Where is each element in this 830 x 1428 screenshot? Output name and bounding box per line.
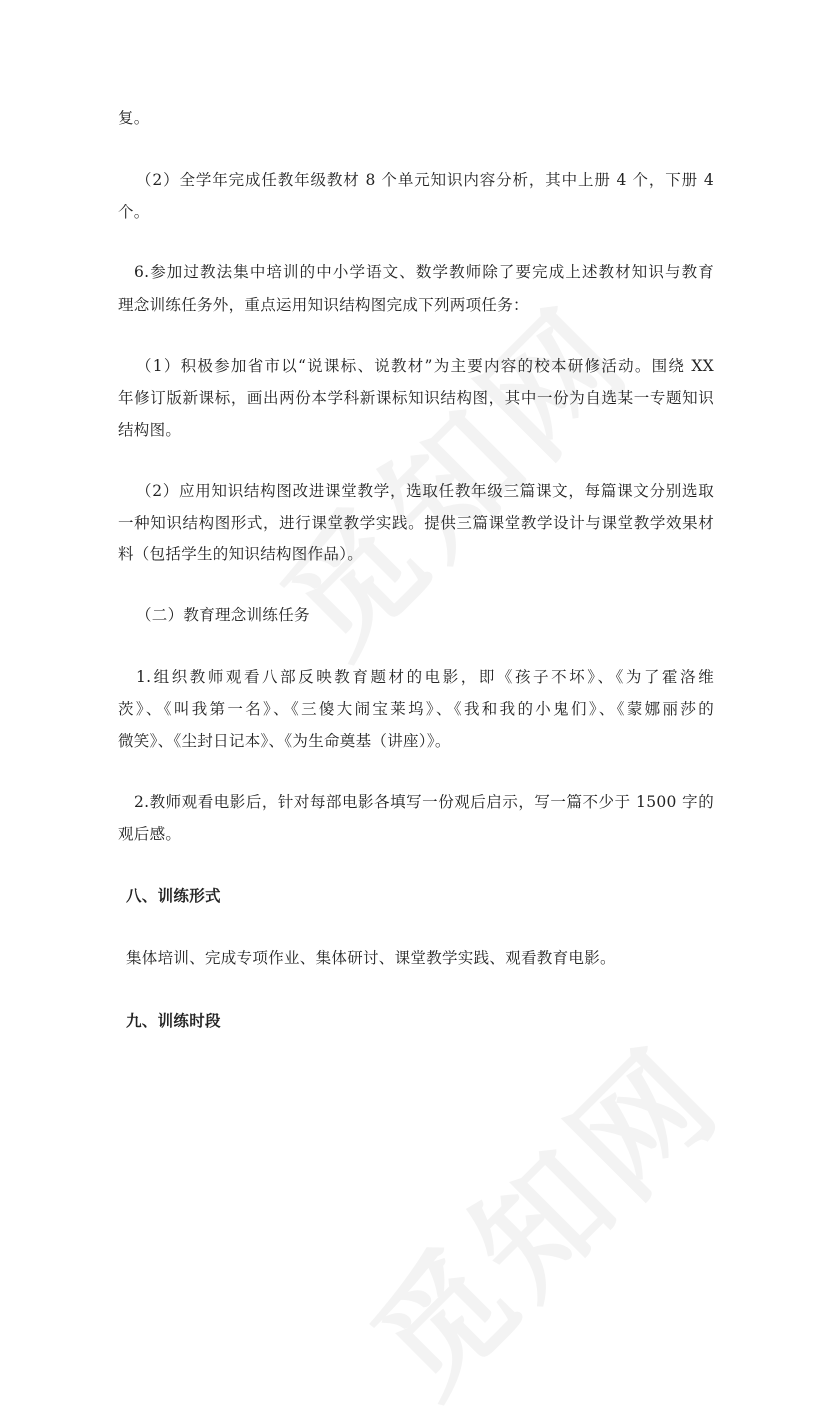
paragraph-line: 一种知识结构图形式，进行课堂教学实践。提供三篇课堂教学设计与课堂教学效果材 — [118, 514, 714, 532]
paragraph-line: 集体培训、完成专项作业、集体研讨、课堂教学实践、观看教育电影。 — [126, 949, 616, 967]
section-heading-training-form: 八、训练形式 — [126, 887, 221, 905]
paragraph-line: 理念训练任务外，重点运用知识结构图完成下列两项任务： — [118, 296, 529, 314]
paragraph-line: （2）应用知识结构图改进课堂教学，选取任教年级三篇课文，每篇课文分别选取 — [136, 482, 714, 500]
subsection-title: （二）教育理念训练任务 — [136, 606, 310, 624]
paragraph-line: （2）全学年完成任教年级教材 8 个单元知识内容分析，其中上册 4 个，下册 4 — [136, 171, 714, 189]
paragraph-line: 个。 — [118, 203, 150, 221]
paragraph-line: 微笑》、《尘封日记本》、《为生命奠基（讲座）》。 — [118, 732, 451, 750]
paragraph-line: 观后感。 — [118, 825, 182, 843]
paragraph-line: 茨》、《叫我第一名》、《三傻大闹宝莱坞》、《我和我的小鬼们》、《蒙娜丽莎的 — [118, 700, 714, 718]
watermark-bottom — [325, 999, 754, 1428]
paragraph-line: 结构图。 — [118, 421, 182, 439]
paragraph-line: 复。 — [118, 109, 150, 127]
paragraph-line: 料（包括学生的知识结构图作品）。 — [118, 545, 364, 563]
paragraph-line: 年修订版新课标，画出两份本学科新课标知识结构图，其中一份为自选某一专题知识 — [118, 389, 714, 407]
paragraph-line: （1）积极参加省市以“说课标、说教材”为主要内容的校本研修活动。围绕 XX — [136, 357, 714, 375]
paragraph-line: 1.组织教师观看八部反映教育题材的电影，即《孩子不坏》、《为了霍洛维 — [136, 668, 714, 686]
paragraph-line: 6.参加过教法集中培训的中小学语文、数学教师除了要完成上述教材知识与教育 — [134, 263, 714, 281]
paragraph-line: 2.教师观看电影后，针对每部电影各填写一份观后启示，写一篇不少于 1500 字的 — [134, 793, 714, 811]
section-heading-training-period: 九、训练时段 — [126, 1012, 221, 1030]
